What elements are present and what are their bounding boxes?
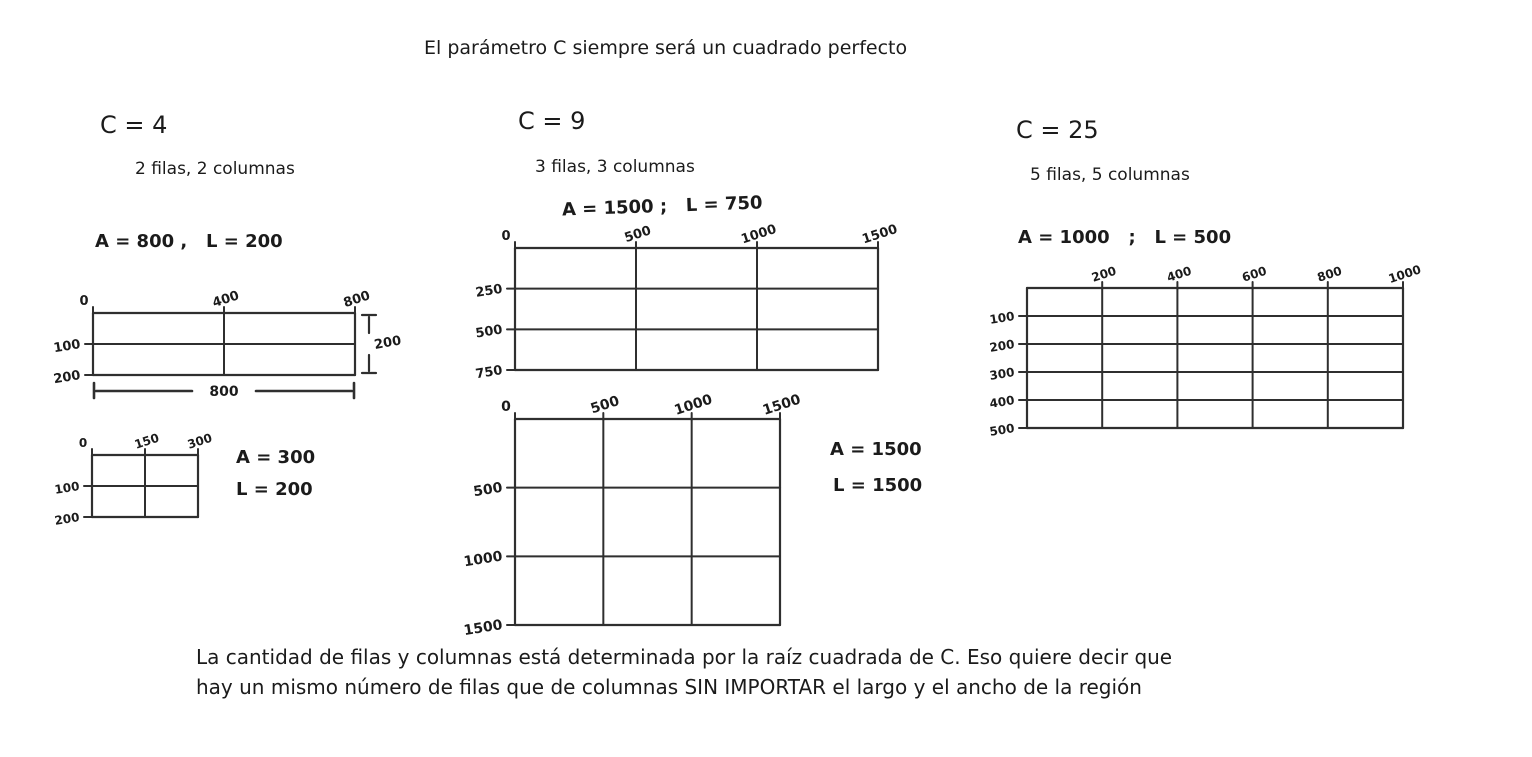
grid-left-label: 1500 <box>462 617 504 640</box>
grid-left-label: 200 <box>988 337 1016 355</box>
c4-small-grid-length-label: L = 200 <box>236 479 313 500</box>
c9-params: A = 1500 ; L = 750 <box>561 192 763 221</box>
c4-grid-main <box>52 288 403 400</box>
grid-top-label: 800 <box>341 288 373 311</box>
grid-bottom-dim-label: 800 <box>209 384 239 400</box>
footer-line-1: La cantidad de filas y columnas está determinada por la raíz cuadrada de C. Eso quiere decir que <box>196 645 1173 669</box>
c4-small-grid-area-label: A = 300 <box>236 447 316 468</box>
c9-subheading: 3 filas, 3 columnas <box>535 157 695 177</box>
grid-top-label: 1000 <box>672 391 715 419</box>
grid-top-label: 1500 <box>860 221 900 248</box>
grid-top-label: 300 <box>185 430 214 452</box>
grid-top-label: 400 <box>1165 263 1194 285</box>
grid-left-label: 500 <box>988 421 1016 439</box>
grid-top-label: 1000 <box>739 221 779 248</box>
grid-left-label: 100 <box>53 479 81 497</box>
c9-heading: C = 9 <box>518 107 586 135</box>
grid-top-label: 1500 <box>760 391 803 419</box>
grid-left-label: 250 <box>474 281 504 301</box>
grid-top-label: 0 <box>501 399 511 415</box>
grid-top-label: 0 <box>78 436 88 450</box>
grid-left-label: 200 <box>52 368 82 388</box>
grid-left-label: 100 <box>988 309 1016 327</box>
c9-square-grid-length-label: L = 1500 <box>833 475 923 496</box>
grid-left-label: 100 <box>52 337 82 357</box>
grid-top-label: 400 <box>210 288 242 311</box>
grid-top-label: 0 <box>501 229 511 244</box>
footer-line-2: hay un mismo número de filas que de columnas SIN IMPORTAR el largo y el ancho de la región <box>196 675 1142 699</box>
page-title: El parámetro C siempre será un cuadrado perfecto <box>424 37 908 59</box>
grid-top-label: 500 <box>588 393 622 418</box>
c25-heading: C = 25 <box>1016 116 1099 144</box>
grid-top-label: 600 <box>1240 263 1269 285</box>
grid-top-label: 0 <box>79 294 89 309</box>
c4-subheading: 2 filas, 2 columnas <box>135 159 295 179</box>
c25-subheading: 5 filas, 5 columnas <box>1030 165 1190 185</box>
grid-top-label: 500 <box>622 223 654 246</box>
c4-grid-small <box>53 430 214 528</box>
grid-top-label: 800 <box>1315 263 1344 285</box>
c25-params: A = 1000 ; L = 500 <box>1018 227 1232 248</box>
c9-grid-wide <box>474 221 900 383</box>
grid-top-label: 1000 <box>1386 262 1423 287</box>
grid-left-label: 300 <box>988 365 1016 383</box>
grid-left-label: 200 <box>53 510 81 528</box>
c4-heading: C = 4 <box>100 111 168 139</box>
grid-left-label: 500 <box>472 479 504 501</box>
c9-square-grid-area-label: A = 1500 <box>830 439 922 460</box>
grid-left-label: 750 <box>474 363 504 383</box>
grid-left-label: 1000 <box>462 548 504 571</box>
grid-right-dim-label: 200 <box>373 333 403 353</box>
grid-top-label: 200 <box>1089 263 1119 285</box>
grid-left-label: 500 <box>474 322 504 342</box>
grid-left-label: 400 <box>988 393 1016 411</box>
grid-top-label: 150 <box>132 430 161 452</box>
c4-params: A = 800 , L = 200 <box>95 231 283 252</box>
c25-grid <box>988 262 1423 439</box>
c9-grid-square <box>462 391 803 640</box>
